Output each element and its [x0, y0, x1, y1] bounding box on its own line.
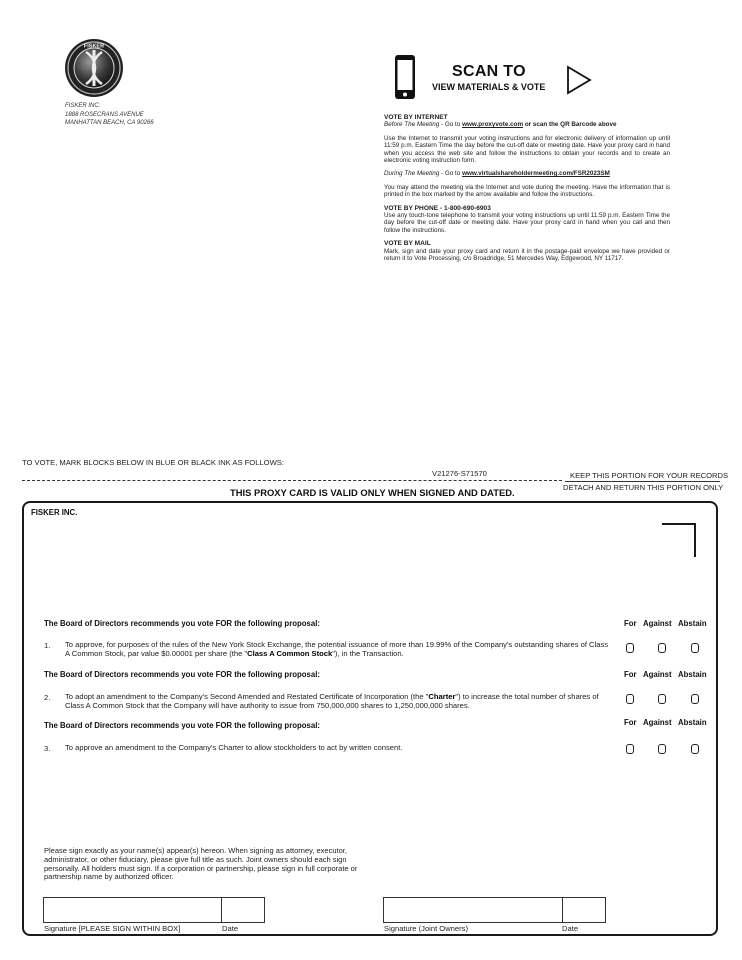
detach-line: [22, 480, 562, 481]
board-recommendation: The Board of Directors recommends you vote FOR the following proposal:: [44, 670, 320, 679]
keep-portion-label: KEEP THIS PORTION FOR YOUR RECORDS: [570, 471, 729, 480]
vote-for-checkbox[interactable]: [626, 643, 634, 653]
column-for: For: [624, 619, 637, 628]
signing-instructions: Please sign exactly as your name(s) appear(s) hereon. When signing as attorney, executor, administrator, or other fiduciary, please give full title as such. Joint owners should each sign personally. All holders must sign. If a corporation or partnership, please sign in full corporate or partnership name by authorized officer.: [44, 846, 358, 882]
during-body: You may attend the meeting via the Internet and vote during the meeting. Have the information that is printed in the box marked by the arrow available and follow the instructions.: [384, 183, 670, 199]
column-abstain: Abstain: [678, 718, 707, 727]
proposal-text: [65, 641, 610, 658]
column-against: Against: [643, 619, 672, 628]
proxyvote-link[interactable]: www.proxyvote.com: [462, 121, 524, 129]
address-line: FISKER INC.: [65, 103, 101, 109]
detach-return-label: DETACH AND RETURN THIS PORTION ONLY: [563, 483, 724, 492]
before-suffix: or scan the QR Barcode above: [523, 121, 617, 129]
proposal-text: [65, 693, 610, 710]
company-address: [65, 102, 154, 128]
before-go: - Go to: [439, 121, 463, 129]
signature-label: Signature [PLEASE SIGN WITHIN BOX]: [44, 924, 181, 933]
card-company-name: FISKER INC.: [31, 508, 78, 517]
column-for: For: [624, 718, 637, 727]
before-label: Before The Meeting: [384, 121, 440, 129]
proposal-text-bold: Charter: [428, 692, 456, 701]
proposal-number: 2.: [44, 693, 51, 702]
proposal-text-post: ") to increase the total number of shares of Class A Common Stock that the Company will have authority to issue from 750,000,000 shares to 1,250,000,000 shares.: [65, 692, 599, 710]
vote-against-checkbox[interactable]: [658, 694, 666, 704]
during-go: - Go to: [439, 170, 463, 178]
vote-against-checkbox[interactable]: [658, 643, 666, 653]
column-abstain: Abstain: [678, 670, 707, 679]
date-box[interactable]: [221, 897, 265, 923]
phone-heading: VOTE BY PHONE - 1-800-690-6903: [384, 204, 491, 212]
proposal-text-pre: To approve an amendment to the Company's Charter to allow stockholders to act by written consent.: [65, 743, 403, 752]
valid-notice: THIS PROXY CARD IS VALID ONLY WHEN SIGNED AND DATED.: [230, 487, 515, 498]
vote-abstain-checkbox[interactable]: [691, 694, 699, 704]
phone-icon: [394, 54, 416, 100]
proposal-number: 1.: [44, 641, 51, 650]
joint-date-box[interactable]: [562, 897, 606, 923]
vote-abstain-checkbox[interactable]: [691, 744, 699, 754]
vote-against-checkbox[interactable]: [658, 744, 666, 754]
proposal-number: 3.: [44, 744, 51, 753]
proposal-text-bold: Class A Common Stock: [247, 648, 333, 658]
column-against: Against: [643, 670, 672, 679]
company-logo: [64, 38, 124, 98]
corner-mark: [662, 523, 696, 557]
proposal-text-pre: To approve, for purposes of the rules of the New York Stock Exchange, the potential issuance of more than 19.99% of the Company's outstanding shares of Class A Common Stock, par value $0.00001 per share (the ": [65, 640, 609, 658]
voting-instructions: [384, 114, 670, 263]
arrow-icon: [566, 65, 592, 95]
joint-signature-box[interactable]: [383, 897, 563, 923]
joint-date-label: Date: [562, 924, 579, 933]
mail-heading: VOTE BY MAIL: [384, 240, 431, 248]
scan-title: SCAN TO: [452, 63, 526, 80]
logo-text: FISKER: [83, 43, 105, 50]
proposal-text-pre: To adopt an amendment to the Company's Second Amended and Restated Certificate of Incorporation (the ": [65, 692, 429, 701]
column-for: For: [624, 670, 637, 679]
vote-for-checkbox[interactable]: [626, 694, 634, 704]
during-label: During The Meeting: [384, 170, 440, 178]
vote-abstain-checkbox[interactable]: [691, 643, 699, 653]
virtual-meeting-link[interactable]: www.virtualshareholdermeeting.com/FSR2023SM: [462, 170, 610, 178]
signature-box[interactable]: [43, 897, 222, 923]
control-code: V21276-S71570: [432, 469, 487, 478]
address-line: 1888 ROSECRANS AVENUE: [65, 111, 144, 118]
vote-for-checkbox[interactable]: [626, 744, 634, 754]
column-against: Against: [643, 718, 672, 727]
board-recommendation: The Board of Directors recommends you vote FOR the following proposal:: [44, 721, 320, 730]
date-label: Date: [222, 924, 239, 933]
divider: [565, 481, 720, 482]
mail-body: Mark, sign and date your proxy card and return it in the postage-paid envelope we have provided or return it to Vote Processing, c/o Broadridge, 51 Mercedes Way, Edgewood, NY 11717.: [384, 247, 670, 263]
phone-body: Use any touch-tone telephone to transmit your voting instructions up until 11:59 p.m. Eastern Time the day before the cut-off date or meeting date. Have your proxy card in hand when you call and then follow the instructions.: [384, 212, 670, 234]
to-vote-instruction: TO VOTE, MARK BLOCKS BELOW IN BLUE OR BLACK INK AS FOLLOWS:: [22, 458, 284, 467]
board-recommendation: The Board of Directors recommends you vote FOR the following proposal:: [44, 619, 320, 628]
joint-signature-label: Signature (Joint Owners): [384, 924, 468, 933]
column-abstain: Abstain: [678, 619, 707, 628]
internet-body: Use the Internet to transmit your voting instructions and for electronic delivery of information up until 11:59 p.m. Eastern Time the day before the cut-off date or meeting date. Have your proxy card in hand when you access the web site and follow the instructions to obtain your records and to create an electronic voting instruction form.: [384, 134, 670, 165]
scan-subtitle: VIEW MATERIALS & VOTE: [432, 82, 546, 92]
proposal-text: [65, 744, 610, 753]
internet-heading: VOTE BY INTERNET: [384, 114, 448, 121]
proposal-text-post: "), in the Transaction.: [332, 648, 404, 658]
address-line: MANHATTAN BEACH, CA 90266: [65, 120, 154, 126]
